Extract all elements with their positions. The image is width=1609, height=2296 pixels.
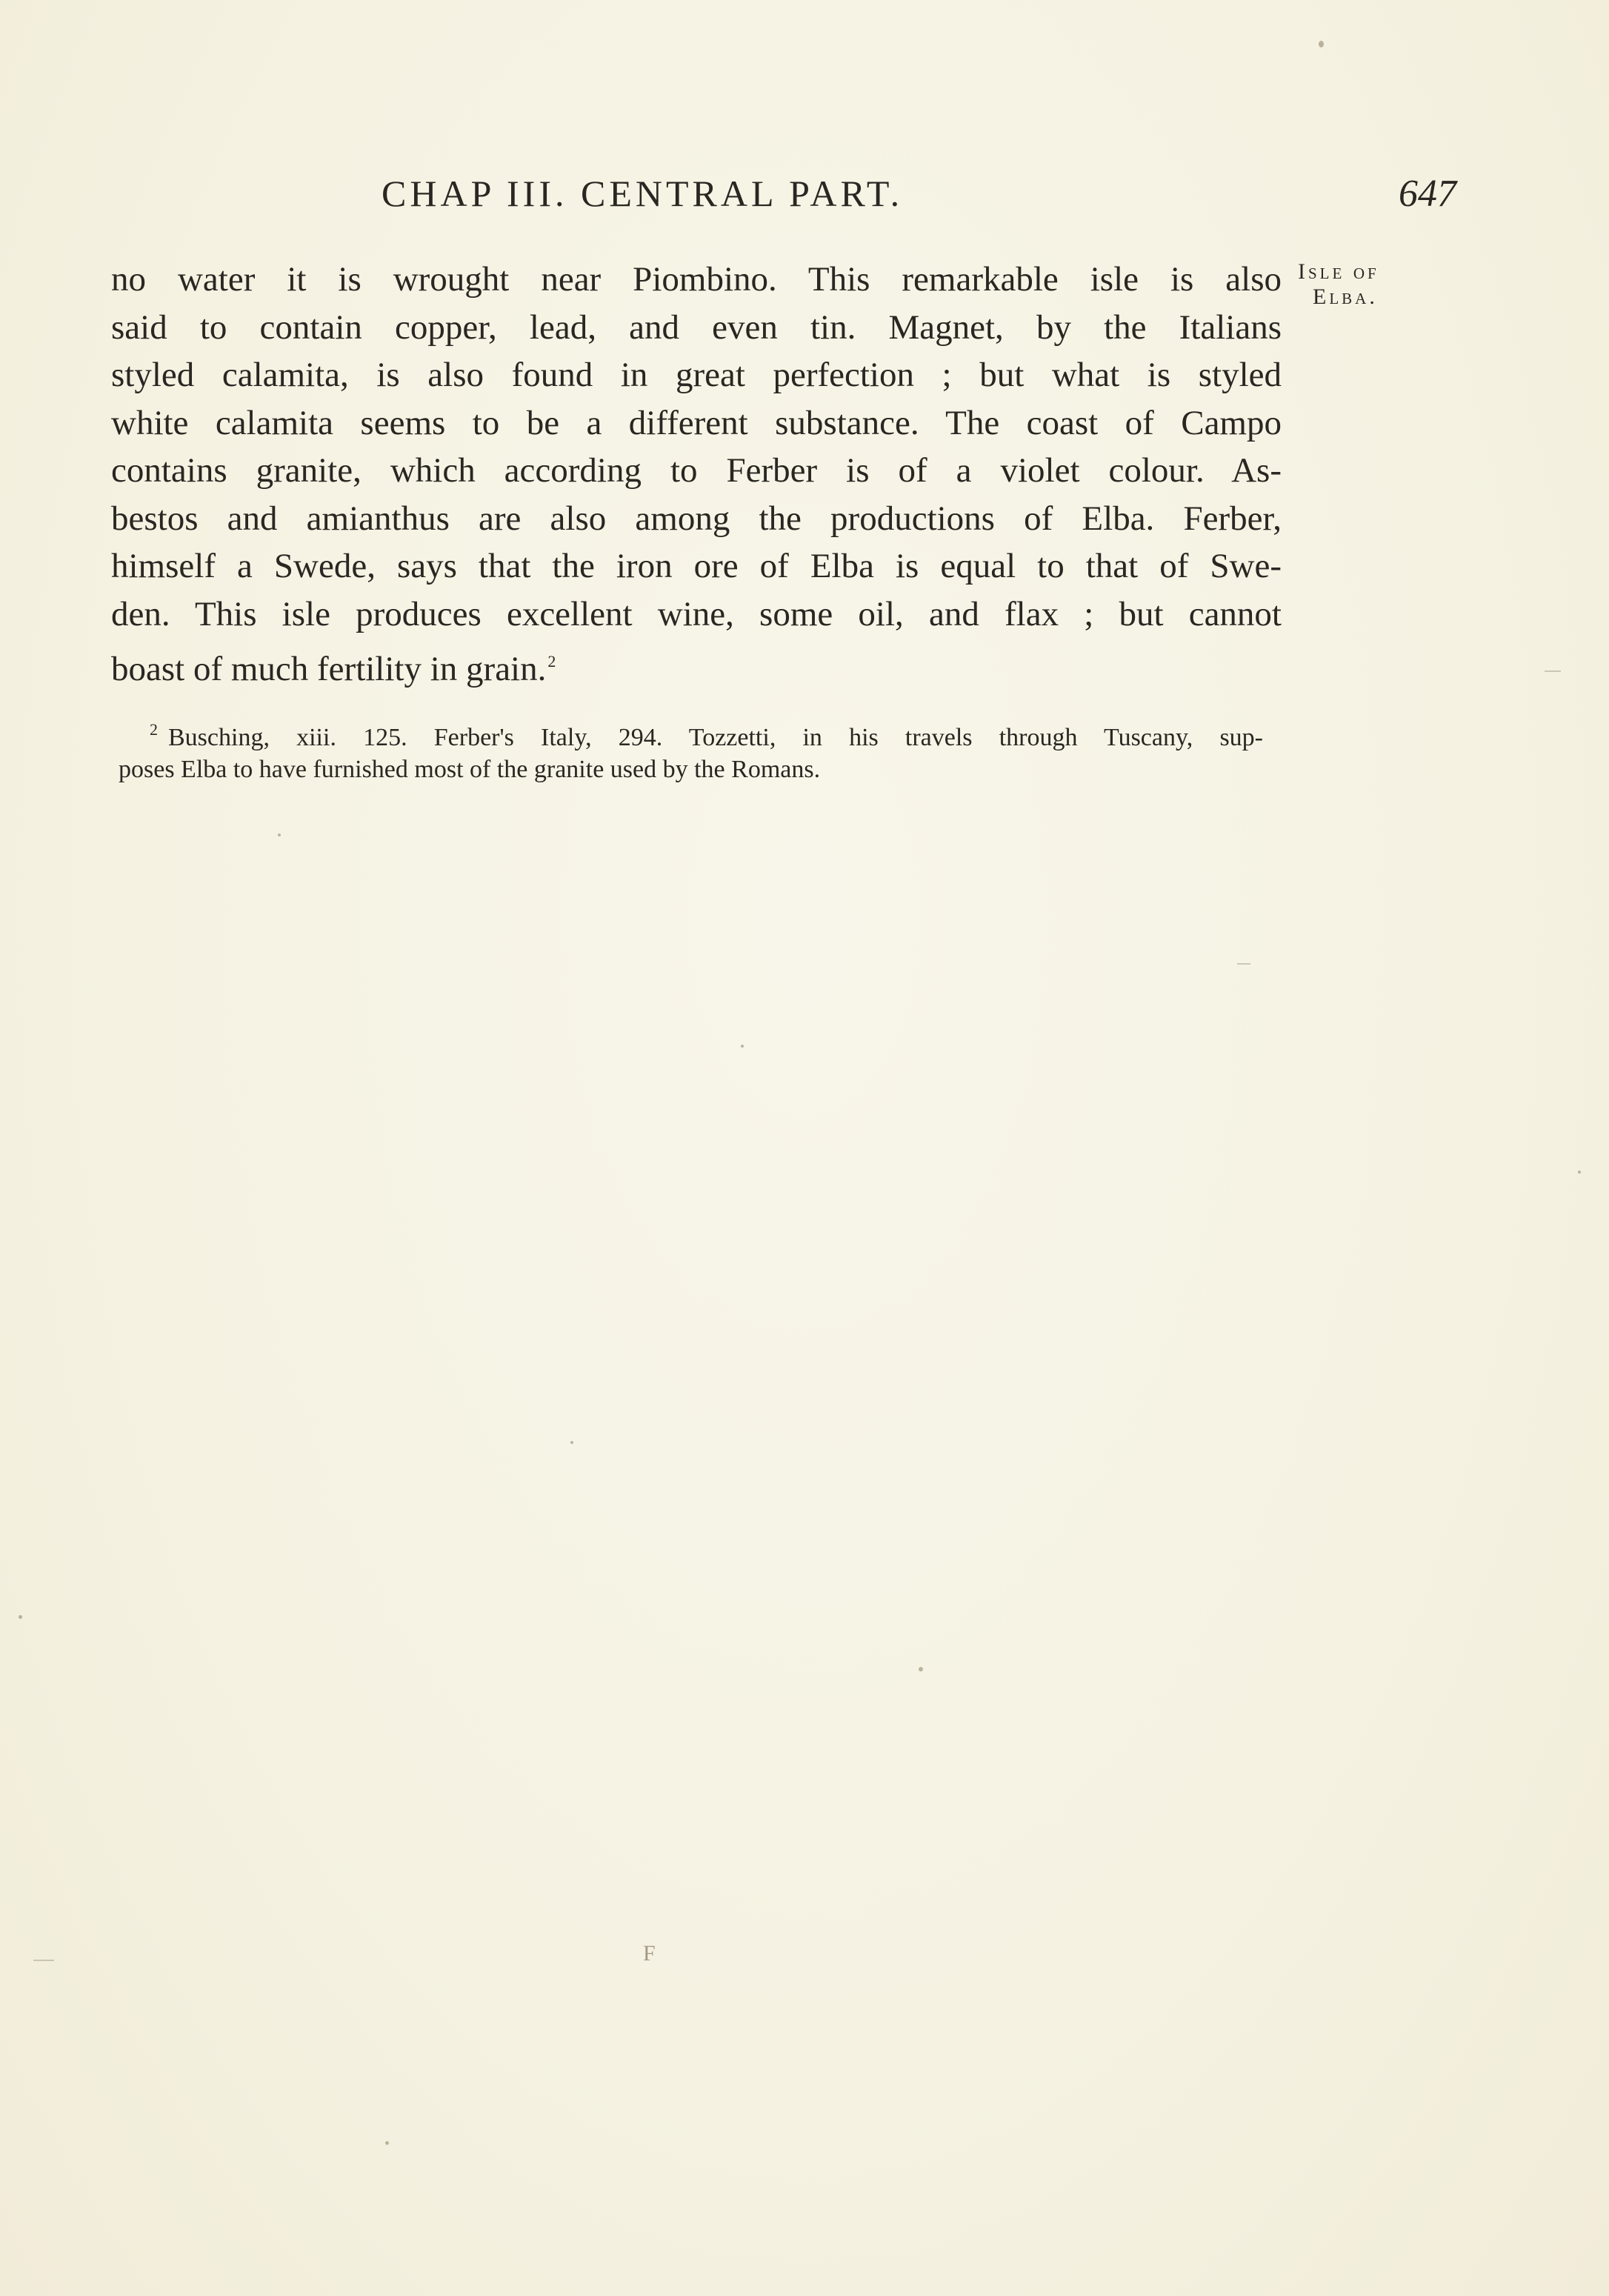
footnote-line-2: poses Elba to have furnished most of the granite used by the Romans. (119, 756, 821, 783)
body-paragraph (111, 256, 1282, 693)
paper-mark (1237, 963, 1250, 965)
margin-note-line-2: Elba. (1313, 284, 1378, 309)
body-line: white calamita seems to be a different substance. The coast of Campo (111, 403, 1282, 442)
paper-speck (741, 1045, 744, 1048)
page-number: 647 (1399, 173, 1456, 215)
body-line-last-text: boast of much fertility in grain. (111, 650, 547, 688)
paper-speck (1578, 1171, 1581, 1174)
paper-mark (1545, 671, 1561, 672)
paper-mark (33, 1960, 54, 1961)
footnote-reference: 2 (547, 652, 556, 671)
paper-speck (278, 833, 281, 836)
paper-speck (385, 2141, 389, 2145)
body-line: styled calamita, is also found in great perfection ; but what is styled (111, 356, 1282, 394)
paper-speck (570, 1441, 573, 1444)
paper-speck (1319, 41, 1324, 47)
body-line: himself a Swede, says that the iron ore of Elba is equal to that of Swe- (111, 547, 1282, 585)
body-line: den. This isle produces excellent wine, some oil, and flax ; but cannot (111, 594, 1282, 633)
signature-mark: F (643, 1941, 656, 1966)
body-line: said to contain copper, lead, and even tin. Magnet, by the Italians (111, 307, 1282, 347)
body-line: bestos and amianthus are also among the productions of Elba. Ferber, (111, 499, 1282, 538)
body-line: contains granite, which according to Ferber is of a violet colour. As- (111, 451, 1282, 490)
body-line: no water it is wrought near Piombino. This remarkable isle is also (111, 260, 1282, 299)
margin-note-line-1: Isle of (1298, 259, 1379, 284)
footnote (119, 713, 1263, 785)
paper-speck (19, 1615, 22, 1619)
body-line-last (111, 638, 1282, 693)
paper-speck (919, 1667, 923, 1671)
footnote-marker: 2 (150, 720, 158, 739)
running-head: CHAP III. CENTRAL PART. (382, 173, 904, 214)
footnote-line-1 (119, 713, 1263, 753)
margin-note (1298, 259, 1379, 310)
footnote-line-1-text: Busching, xiii. 125. Ferber's Italy, 294. Tozzetti, in his travels through Tuscany, sup- (168, 724, 1263, 751)
